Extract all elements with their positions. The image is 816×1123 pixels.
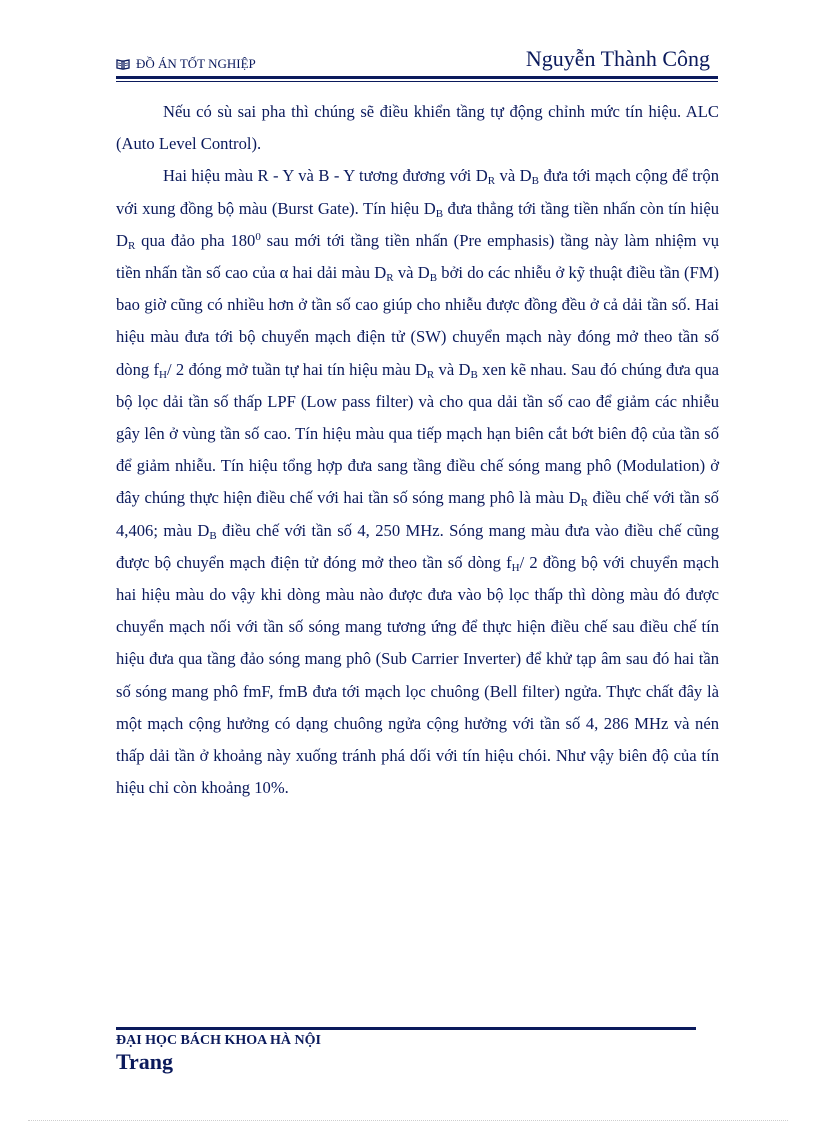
- footer-rule: [116, 1027, 696, 1030]
- p2-text: Hai hiệu màu R - Y và B - Y tương đương với D: [163, 166, 488, 186]
- subscript: B: [531, 175, 539, 188]
- subscript: R: [386, 272, 394, 285]
- p2-text: và D: [393, 263, 430, 283]
- subscript: B: [209, 529, 217, 542]
- p2-text: và D: [495, 166, 532, 186]
- p2-text: điều chế với tần số 4, 250 MHz. Sóng mang màu đưa vào điều chế cũng được bộ chuyển mạch điện tử đóng mở theo tần số dòng f: [116, 520, 720, 572]
- p2-text: và D: [434, 359, 471, 379]
- superscript: 0: [255, 230, 261, 243]
- header-title: ĐỒ ÁN TỐT NGHIỆP: [136, 56, 256, 71]
- paragraph-1: Nếu có sù sai pha thì chúng sẽ điều khiển tầng tự động chỉnh mức tín hiệu. ALC (Auto Level Control).: [116, 102, 719, 154]
- header-rule-thin: [116, 81, 718, 82]
- subscript: B: [435, 207, 444, 220]
- subscript: R: [487, 175, 496, 188]
- subscript: B: [470, 368, 478, 381]
- subscript: R: [426, 368, 435, 381]
- subscript: H: [511, 561, 520, 574]
- subscript: R: [127, 239, 136, 252]
- p2-text: đưa tới mạch cộng để trộn với xung đồng bộ màu (Burst Gate). Tín hiệu D: [116, 166, 719, 218]
- p2-text: đưa thẳng tới tầng tiền nhấn còn tín hiệu D: [116, 198, 719, 250]
- header-rule: [116, 76, 718, 79]
- p2-text: / 2 đồng bộ với chuyển mạch hai hiệu màu do vậy khi dòng màu nào được đưa vào bộ lọc thấp thì dòng màu đó được chuyển mạch nối với tần số sóng mang tương ứng để thực hiện điều chế sau điều chế tín hiệu đưa qua tầng đảo sóng mang phô (Sub Carrier Inverter) để khử tạp âm sau đó hai tần số sóng mang phô fmF, fmB đưa tới mạch lọc chuông (Bell filter) ngửa. Thực chất đây là một mạch cộng hưởng có dạng chuông ngửa cộng hưởng với tần số 4, 286 MHz và nén thấp dải tần ở khoảng này xuống tránh phá dối với tín hiệu chói. Như vậy biên độ của tín hiệu chỉ còn khoảng 10%.: [116, 552, 719, 798]
- page-header: [116, 46, 718, 76]
- p2-text: sau mới tới tầng tiền nhấn (Pre emphasis) tầng này làm nhiệm vụ tiền nhấn tần số cao của α hai dải màu D: [116, 230, 719, 283]
- page-bottom-divider: [28, 1120, 788, 1121]
- p2-text: / 2 đóng mở tuần tự hai tín hiệu màu D: [166, 359, 427, 379]
- p2-text: điều chế với tần số 4,406; màu D: [116, 488, 719, 540]
- subscript: R: [580, 497, 588, 510]
- footer-school: ĐẠI HỌC BÁCH KHOA HÀ NỘI: [116, 1033, 321, 1048]
- header-left: [116, 56, 256, 72]
- subscript: B: [429, 272, 438, 285]
- body-text: [116, 96, 719, 804]
- paragraph-2: [116, 160, 719, 804]
- footer-page-label: Trang: [116, 1049, 174, 1074]
- p2-text: xen kẽ nhau. Sau đó chúng đưa qua bộ lọc dải tần số thấp LPF (Low pass filter) và cho qua dải tần số cao để giảm các nhiễu gây lên ở vùng tần số cao. Tín hiệu màu qua tiếp mạch hạn biên cắt bớt biên độ của tần số để giảm nhiễu. Tín hiệu tổng hợp đưa sang tầng điều chế sóng mang phô (Modulation) ở đây chúng thực hiện điều chế với hai tần số sóng mang phô là màu D: [116, 359, 719, 508]
- p2-text: qua đảo pha 180: [135, 230, 256, 250]
- author-name: Nguyễn Thành Công: [525, 46, 710, 71]
- subscript: H: [159, 368, 167, 381]
- p2-text: bởi do các nhiễu ở kỹ thuật điều tần (FM) bao giờ cũng có nhiều hơn ở tần số cao giúp cho nhiễu được đồng đều ở cả dải tần số. Hai hiệu màu đưa tới bộ chuyển mạch điện tử (SW) chuyển mạch này đóng mở theo tần số dòng f: [116, 263, 719, 379]
- book-icon: [116, 59, 130, 69]
